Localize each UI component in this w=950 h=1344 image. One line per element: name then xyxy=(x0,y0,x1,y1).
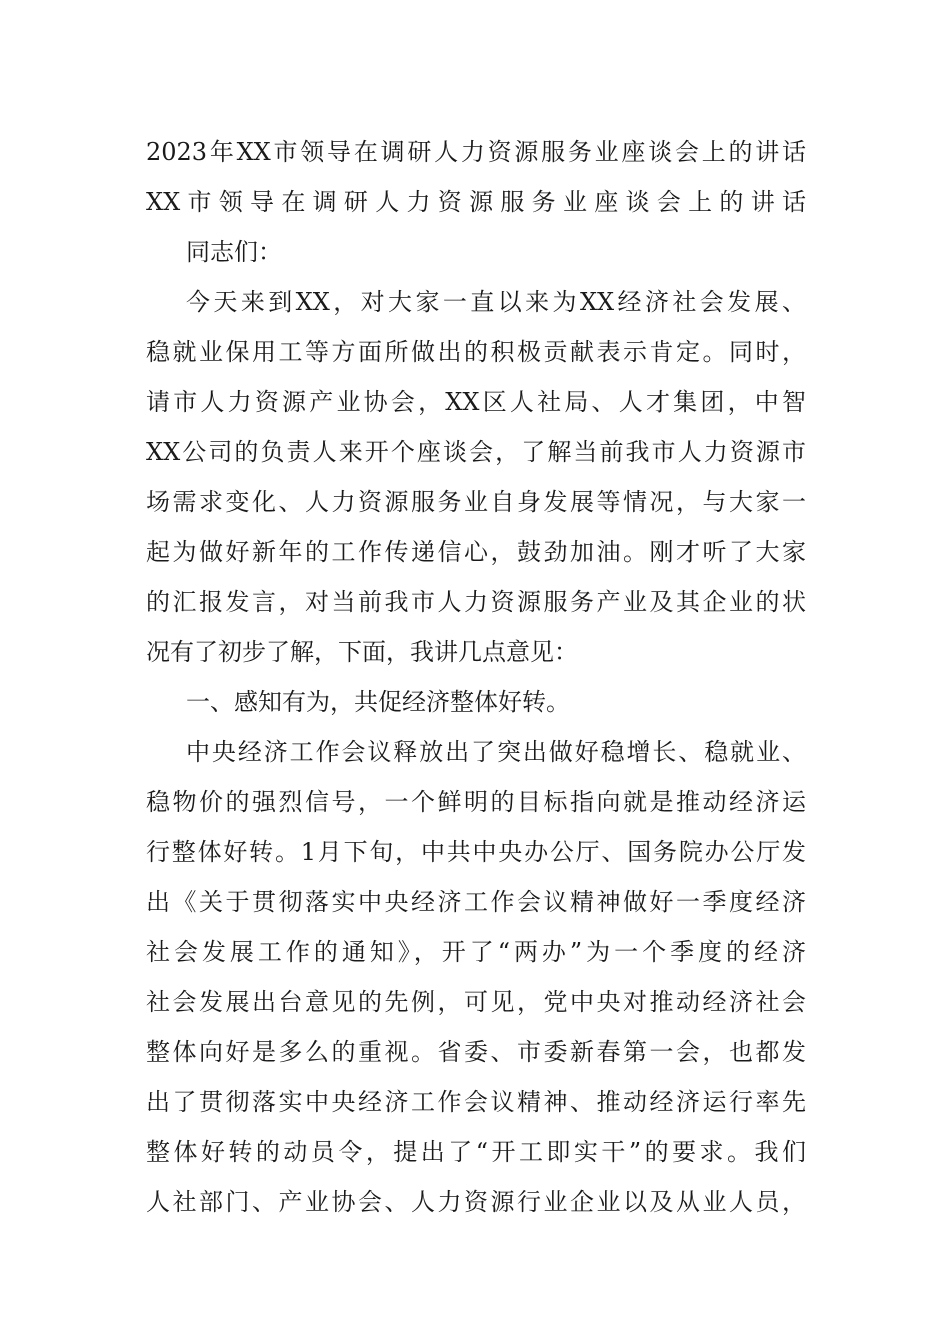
paragraph-2-line: 社会发展工作的通知》，开了“两办”为一个季度的经济 xyxy=(146,938,806,966)
paragraph-2-line: 社会发展出台意见的先例，可见，党中央对推动经济社会 xyxy=(146,988,806,1016)
paragraph-2-line: 出了贯彻落实中央经济工作会议精神、推动经济运行率先 xyxy=(146,1088,806,1116)
paragraph-1-line: 请市人力资源产业协会，XX区人社局、人才集团，中智 xyxy=(146,388,806,416)
document-title-line-2: XX市领导在调研人力资源服务业座谈会上的讲话 xyxy=(146,188,806,216)
paragraph-2-line: 中央经济工作会议释放出了突出做好稳增长、稳就业、 xyxy=(186,738,806,766)
paragraph-2-line: 整体向好是多么的重视。省委、市委新春第一会，也都发 xyxy=(146,1038,806,1066)
paragraph-1-line: 况有了初步了解，下面，我讲几点意见： xyxy=(146,638,578,666)
paragraph-1-line: 起为做好新年的工作传递信心，鼓劲加油。刚才听了大家 xyxy=(146,538,806,566)
salutation: 同志们： xyxy=(186,238,282,266)
paragraph-2-line: 整体好转的动员令，提出了“开工即实干”的要求。我们 xyxy=(146,1138,806,1166)
paragraph-1-line: 稳就业保用工等方面所做出的积极贡献表示肯定。同时， xyxy=(146,338,806,366)
paragraph-1-line: XX公司的负责人来开个座谈会，了解当前我市人力资源市 xyxy=(146,438,806,466)
paragraph-2-line: 人社部门、产业协会、人力资源行业企业以及从业人员， xyxy=(146,1188,806,1216)
section-1-heading: 一、感知有为，共促经济整体好转。 xyxy=(186,688,570,716)
paragraph-2-line: 稳物价的强烈信号，一个鲜明的目标指向就是推动经济运 xyxy=(146,788,806,816)
document-title-line-1: 2023年XX市领导在调研人力资源服务业座谈会上的讲话 xyxy=(146,138,806,166)
paragraph-1-line: 的汇报发言，对当前我市人力资源服务产业及其企业的状 xyxy=(146,588,806,616)
paragraph-1-line: 今天来到XX，对大家一直以来为XX经济社会发展、 xyxy=(186,288,806,316)
paragraph-2-line: 行整体好转。1月下旬，中共中央办公厅、国务院办公厅发 xyxy=(146,838,806,866)
paragraph-1-line: 场需求变化、人力资源服务业自身发展等情况，与大家一 xyxy=(146,488,806,516)
paragraph-2-line: 出《关于贯彻落实中央经济工作会议精神做好一季度经济 xyxy=(146,888,806,916)
